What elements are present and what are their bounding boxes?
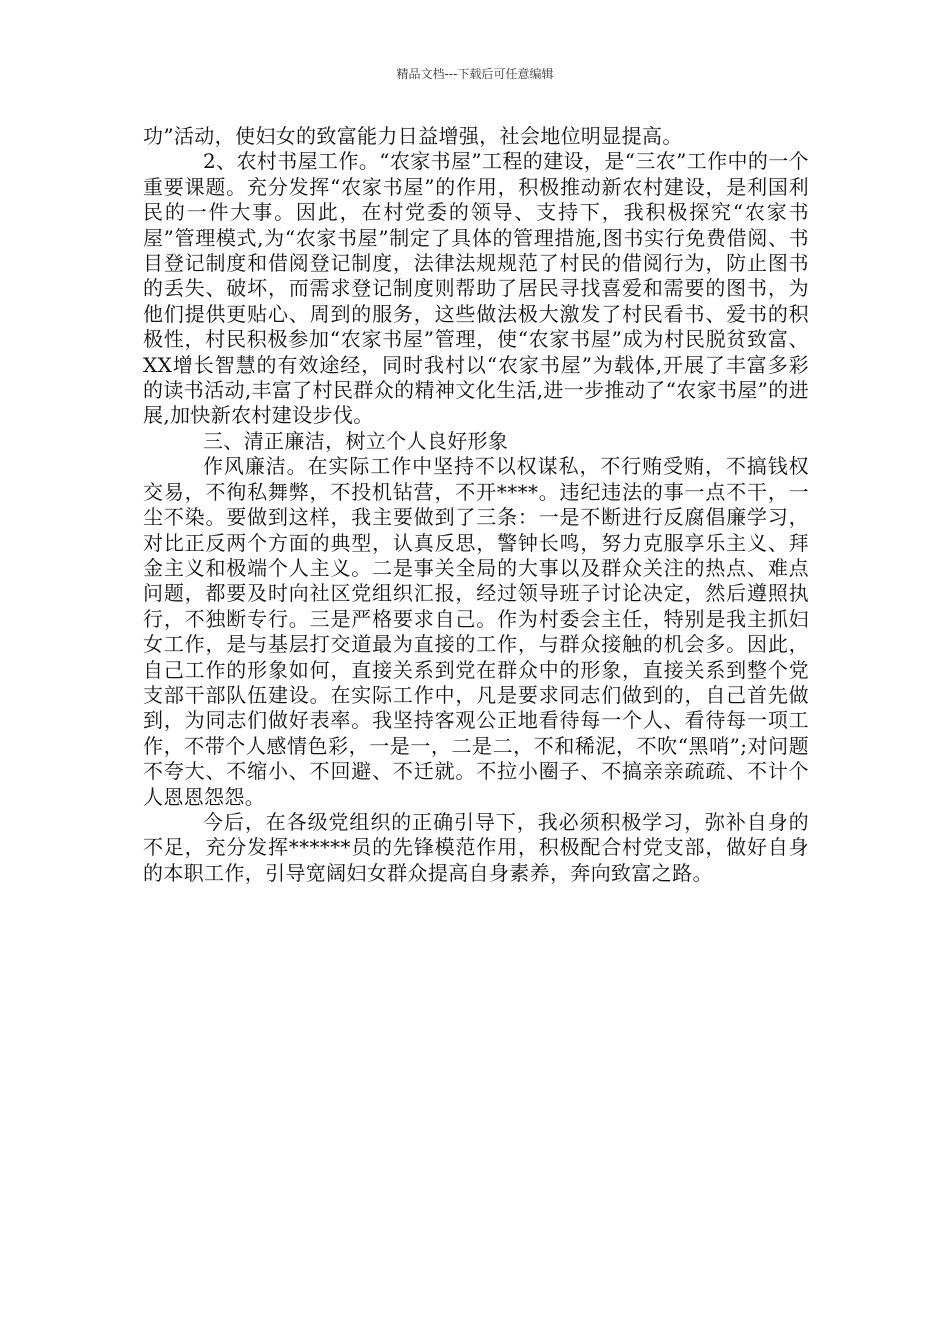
paragraph-clean-conduct: 作风廉洁。在实际工作中坚持不以权谋私，不行贿受贿，不搞钱权交易，不徇私舞弊，不投机钻营，不开****。违纪违法的事一点不干，一尘不染。要做到这样，我主要做到了三条：一是不断进行反腐倡廉学习，对比正反两个方面的典型，认真反思，警钟长鸣，努力克服享乐主义、拜金主义和极端个人主义。二是事关全局的大事以及群众关注的热点、难点问题，都要及时向社区党组织汇报，经过领导班子讨论决定，然后遵照执行，不独断专行。三是严格要求自己。作为村委会主任，特别是我主抓妇女工作，是与基层打交道最为直接的工作，与群众接触的机会多。因此，自己工作的形象如何，直接关系到党在群众中的形象，直接关系到整个党支部干部队伍建设。在实际工作中，凡是要求同志们做到的，自己首先做到，为同志们做好表率。我坚持客观公正地看待每一个人、看待每一项工作，不带个人感情色彩，一是一，二是二，不和稀泥，不吹“黑哨”;对问题不夸大、不缩小、不回避、不迁就。不拉小圈子、不搞亲亲疏疏、不计个人恩恩怨怨。	[143, 454, 809, 809]
document-body	[143, 124, 809, 886]
paragraph-future-plans: 今后，在各级党组织的正确引导下，我必须积极学习，弥补自身的不足，充分发挥******员的先锋模范作用，积极配合村党支部，做好自身的本职工作，引导宽阔妇女群众提高自身素养，奔向致富之路。	[143, 809, 809, 885]
paragraph-rural-bookhouse: 2、农村书屋工作。“农家书屋”工程的建设，是“三农”工作中的一个重要课题。充分发挥“农家书屋”的作用，积极推动新农村建设，是利国利民的一件大事。因此，在村党委的领导、支持下，我积极探究“农家书屋”管理模式,为“农家书屋”制定了具体的管理措施,图书实行免费借阅、书目登记制度和借阅登记制度，法律法规规范了村民的借阅行为，防止图书的丢失、破坏，而需求登记制度则帮助了居民寻找喜爱和需要的图书，为他们提供更贴心、周到的服务，这些做法极大激发了村民看书、爱书的积极性，村民积极参加“农家书屋”管理，使“农家书屋”成为村民脱贫致富、XX增长智慧的有效途经，同时我村以“农家书屋”为载体,开展了丰富多彩的读书活动,丰富了村民群众的精神文化生活,进一步推动了“农家书屋”的进展,加快新农村建设步伐。	[143, 149, 809, 428]
paragraph-continuation: 功”活动，使妇女的致富能力日益增强，社会地位明显提高。	[143, 124, 683, 148]
section-heading-integrity: 三、清正廉洁，树立个人良好形象	[203, 428, 509, 453]
page-header: 精品文档---下载后可任意编辑	[396, 67, 554, 81]
